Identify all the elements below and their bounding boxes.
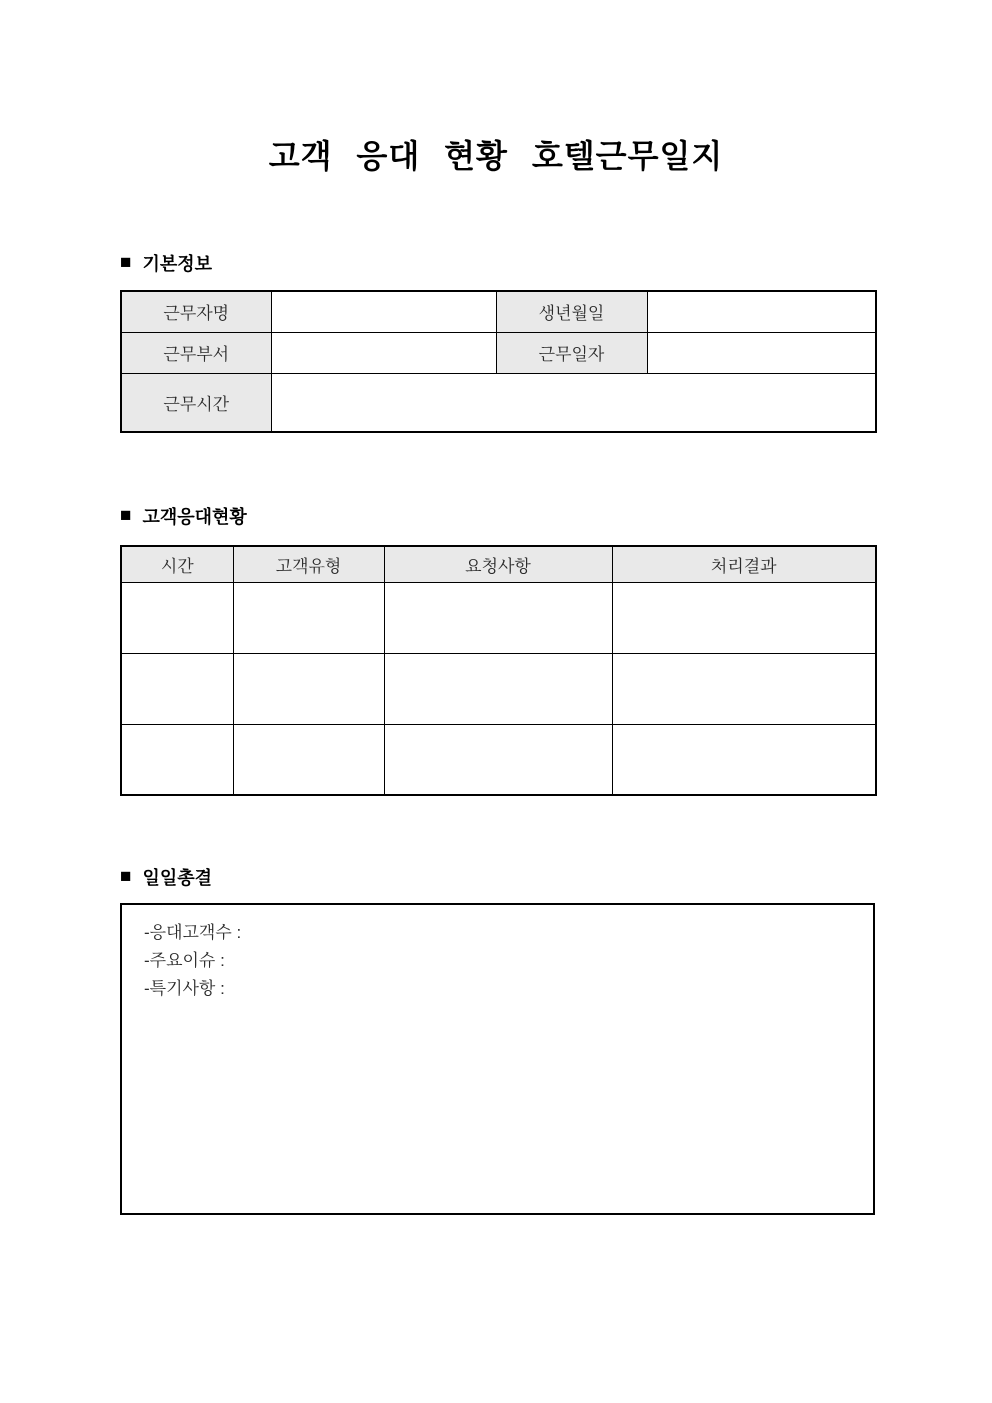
table-row (121, 373, 876, 432)
cell-time[interactable] (121, 653, 233, 724)
section-heading-basic-info (120, 250, 212, 276)
label-work-hours: 근무시간 (121, 373, 271, 432)
section-heading-customer-service (120, 503, 247, 529)
table-row (121, 332, 876, 373)
input-work-date[interactable] (647, 332, 876, 373)
cell-result[interactable] (612, 582, 876, 653)
summary-line-customer-count: -응대고객수 : (144, 923, 242, 942)
section-heading-label: 일일총결 (142, 868, 213, 888)
cell-time[interactable] (121, 582, 233, 653)
section-heading-label: 기본정보 (142, 254, 213, 274)
basic-info-table (120, 290, 877, 433)
input-department[interactable] (271, 332, 496, 373)
section-marker-icon: ■ (120, 504, 132, 526)
cell-request[interactable] (384, 724, 612, 795)
cell-request[interactable] (384, 653, 612, 724)
label-department: 근무부서 (121, 332, 271, 373)
cell-request[interactable] (384, 582, 612, 653)
table-row (121, 724, 876, 795)
label-work-date: 근무일자 (496, 332, 647, 373)
column-header-customer-type: 고객유형 (233, 546, 384, 582)
label-birth-date: 생년월일 (496, 291, 647, 332)
section-marker-icon: ■ (120, 865, 132, 887)
document-title: 고객 응대 현황 호텔근무일지 (268, 138, 724, 174)
summary-line-major-issues: -주요이슈 : (144, 951, 225, 970)
cell-customer-type[interactable] (233, 724, 384, 795)
column-header-request: 요청사항 (384, 546, 612, 582)
cell-result[interactable] (612, 653, 876, 724)
input-birth-date[interactable] (647, 291, 876, 332)
section-heading-daily-summary (120, 864, 212, 890)
section-heading-label: 고객응대현황 (142, 507, 247, 527)
daily-summary-box[interactable] (120, 903, 875, 1215)
section-marker-icon: ■ (120, 251, 132, 273)
cell-result[interactable] (612, 724, 876, 795)
input-work-hours[interactable] (271, 373, 876, 432)
column-header-time: 시간 (121, 546, 233, 582)
customer-service-table (120, 545, 877, 796)
table-header-row (121, 546, 876, 582)
table-row (121, 653, 876, 724)
cell-customer-type[interactable] (233, 653, 384, 724)
cell-time[interactable] (121, 724, 233, 795)
table-row (121, 582, 876, 653)
table-row (121, 291, 876, 332)
label-worker-name: 근무자명 (121, 291, 271, 332)
column-header-result: 처리결과 (612, 546, 876, 582)
summary-line-special-notes: -특기사항 : (144, 979, 225, 998)
input-worker-name[interactable] (271, 291, 496, 332)
cell-customer-type[interactable] (233, 582, 384, 653)
